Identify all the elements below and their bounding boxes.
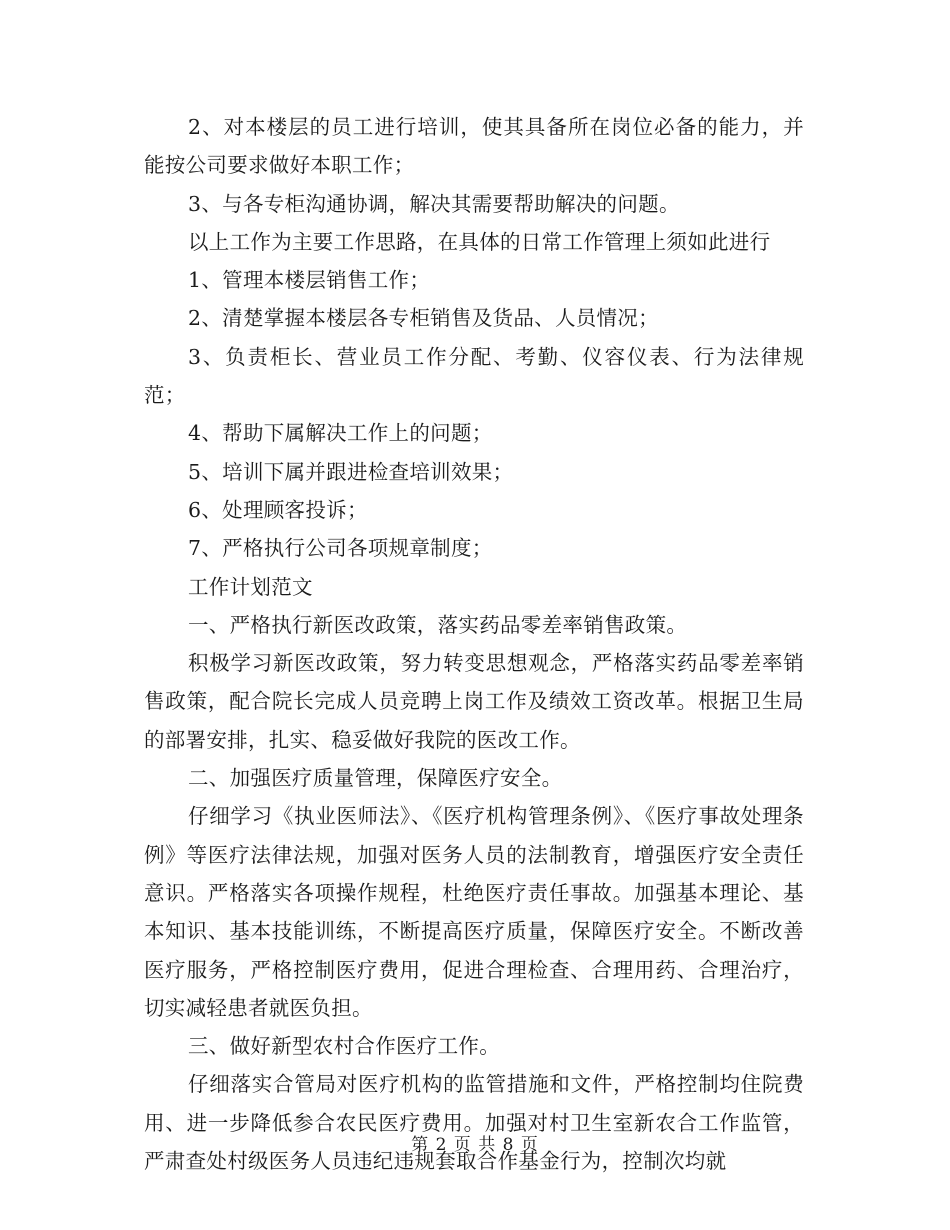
section-heading: 二、加强医疗质量管理，保障医疗安全。 [188, 766, 563, 791]
list-item: 5、培训下属并跟进检查培训效果； [188, 459, 514, 484]
list-item: 1、管理本楼层销售工作； [188, 268, 431, 293]
paragraph: 仔细学习《执业医师法》、《医疗机构管理条例》、《医疗事故处理条例》等医疗法律法规，加强对医务人员的法制教育，增强医疗安全责任意识。严格落实各项操作规程，杜绝医疗责任事故。加强基本理论、基本知识、基本技能训练，不断提高医疗质量，保障医疗安全。不断改善医疗服务，严格控制医疗费用，促进合理检查、合理用药、合理治疗，切实减轻患者就医负担。 [144, 804, 804, 1020]
list-item: 3、负责柜长、营业员工作分配、考勤、仪容仪表、行为法律规范； [144, 344, 804, 408]
paragraph: 3、与各专柜沟通协调，解决其需要帮助解决的问题。 [188, 191, 680, 216]
section-heading: 一、严格执行新医改政策，落实药品零差率销售政策。 [188, 612, 688, 637]
page-number-footer: 第 2 页 共 8 页 [411, 1135, 539, 1155]
list-item: 4、帮助下属解决工作上的问题； [188, 421, 493, 446]
list-item: 7、严格执行公司各项规章制度； [188, 536, 493, 561]
document-body [144, 108, 804, 1180]
paragraph: 以上工作为主要工作思路，在具体的日常工作管理上须如此进行 [188, 229, 771, 254]
section-title: 工作计划范文 [188, 574, 313, 599]
section-heading: 三、做好新型农村合作医疗工作。 [188, 1034, 500, 1059]
paragraph: 2、对本楼层的员工进行培训，使其具备所在岗位必备的能力，并能按公司要求做好本职工作； [144, 115, 804, 178]
paragraph: 仔细落实合管局对医疗机构的监管措施和文件，严格控制均住院费用、进一步降低参合农民医疗费用。加强对村卫生室新农合工作监管，严肃查处村级医务人员违纪违规套取合作基金行为，控制次均就 [144, 1072, 804, 1174]
paragraph: 积极学习新医改政策，努力转变思想观念，严格落实药品零差率销售政策，配合院长完成人员竞聘上岗工作及绩效工资改革。根据卫生局的部署安排，扎实、稳妥做好我院的医改工作。 [144, 651, 804, 752]
list-item: 2、清楚掌握本楼层各专柜销售及货品、人员情况； [188, 306, 659, 331]
list-item: 6、处理顾客投诉； [188, 497, 368, 522]
